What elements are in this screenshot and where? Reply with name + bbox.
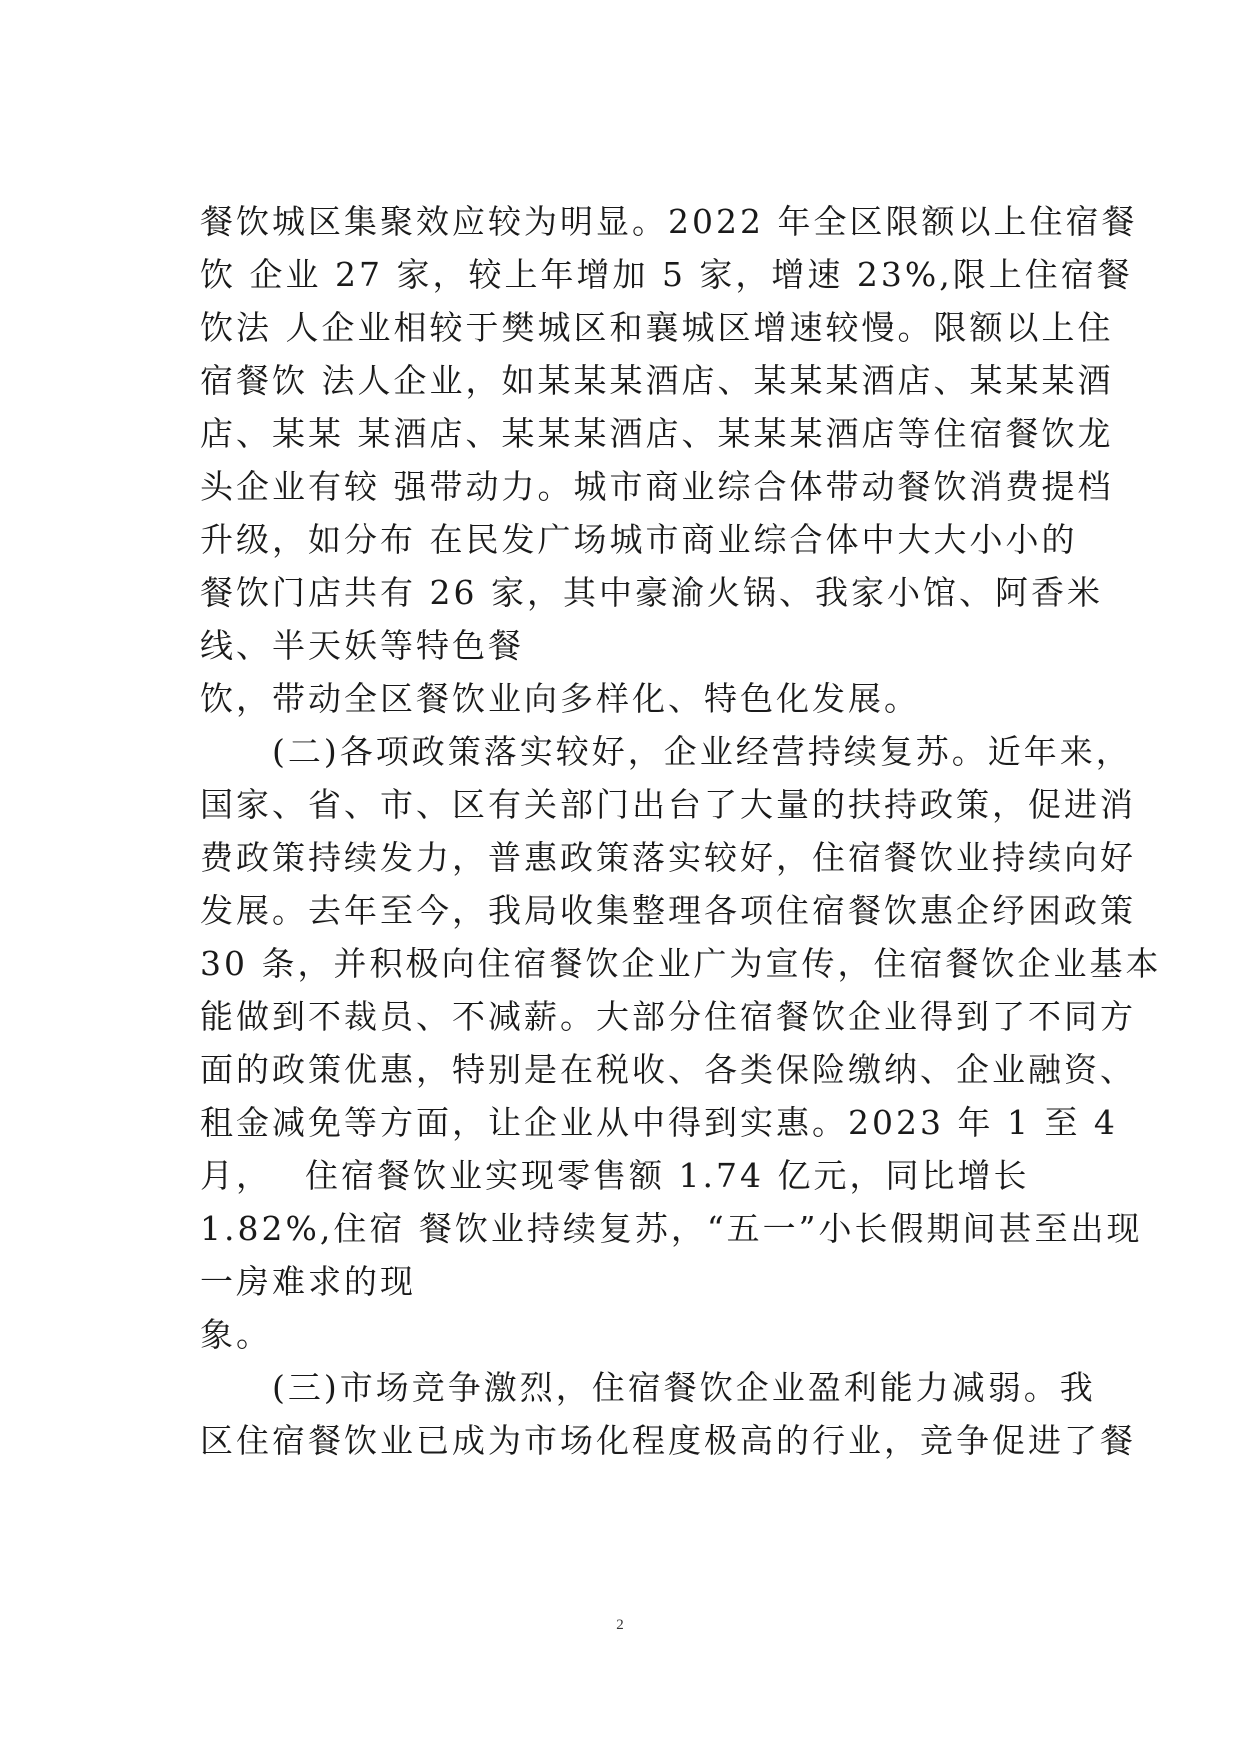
- text-line: 月， 住宿餐饮业实现零售额 1.74 亿元，同比增长: [200, 1156, 1030, 1195]
- text-line: 饮 企业 27 家，较上年增加 5 家，增速 23%,限上住宿餐: [200, 255, 1133, 294]
- text-line: 餐饮门店共有 26 家，其中豪渝火锅、我家小馆、阿香米: [200, 573, 1103, 612]
- text-line: 面的政策优惠，特别是在税收、各类保险缴纳、企业融资、: [200, 1050, 1136, 1089]
- text-line: 发展。去年至今，我局收集整理各项住宿餐饮惠企纾困政策: [200, 891, 1136, 930]
- text-line: 一房难求的现: [200, 1262, 416, 1301]
- page-number: 2: [616, 1617, 624, 1633]
- text-line: 头企业有较 强带动力。城市商业综合体带动餐饮消费提档: [200, 467, 1114, 506]
- text-line: 饮，带动全区餐饮业向多样化、特色化发展。: [200, 679, 920, 718]
- text-line: 店、某某 某酒店、某某某酒店、某某某酒店等住宿餐饮龙: [200, 414, 1114, 453]
- text-line: 餐饮城区集聚效应较为明显。2022 年全区限额以上住宿餐: [200, 202, 1138, 241]
- text-line: 国家、省、市、区有关部门出台了大量的扶持政策，促进消: [200, 785, 1136, 824]
- section-heading-line: (三)市场竞争激烈，住宿餐饮企业盈利能力减弱。我: [200, 1368, 1096, 1407]
- text-line: 租金减免等方面，让企业从中得到实惠。2023 年 1 至 4: [200, 1103, 1118, 1142]
- text-line: 1.82%,住宿 餐饮业持续复苏，“五一”小长假期间甚至出现: [200, 1209, 1143, 1248]
- text-line: 线、半天妖等特色餐: [200, 626, 524, 665]
- text-line: 宿餐饮 法人企业，如某某某酒店、某某某酒店、某某某酒: [200, 361, 1114, 400]
- text-line: 费政策持续发力，普惠政策落实较好，住宿餐饮业持续向好: [200, 838, 1136, 877]
- text-line: 饮法 人企业相较于樊城区和襄城区增速较慢。限额以上住: [200, 308, 1114, 347]
- section-heading-line: (二)各项政策落实较好，企业经营持续复苏。近年来，: [200, 732, 1132, 771]
- text-line: 象。: [200, 1315, 272, 1354]
- text-line: 升级，如分布 在民发广场城市商业综合体中大大小小的: [200, 520, 1078, 559]
- text-line: 30 条，并积极向住宿餐饮企业广为宣传，住宿餐饮企业基本: [200, 944, 1162, 983]
- text-line: 能做到不裁员、不减薪。大部分住宿餐饮企业得到了不同方: [200, 997, 1136, 1036]
- text-line: 区住宿餐饮业已成为市场化程度极高的行业，竞争促进了餐: [200, 1421, 1136, 1460]
